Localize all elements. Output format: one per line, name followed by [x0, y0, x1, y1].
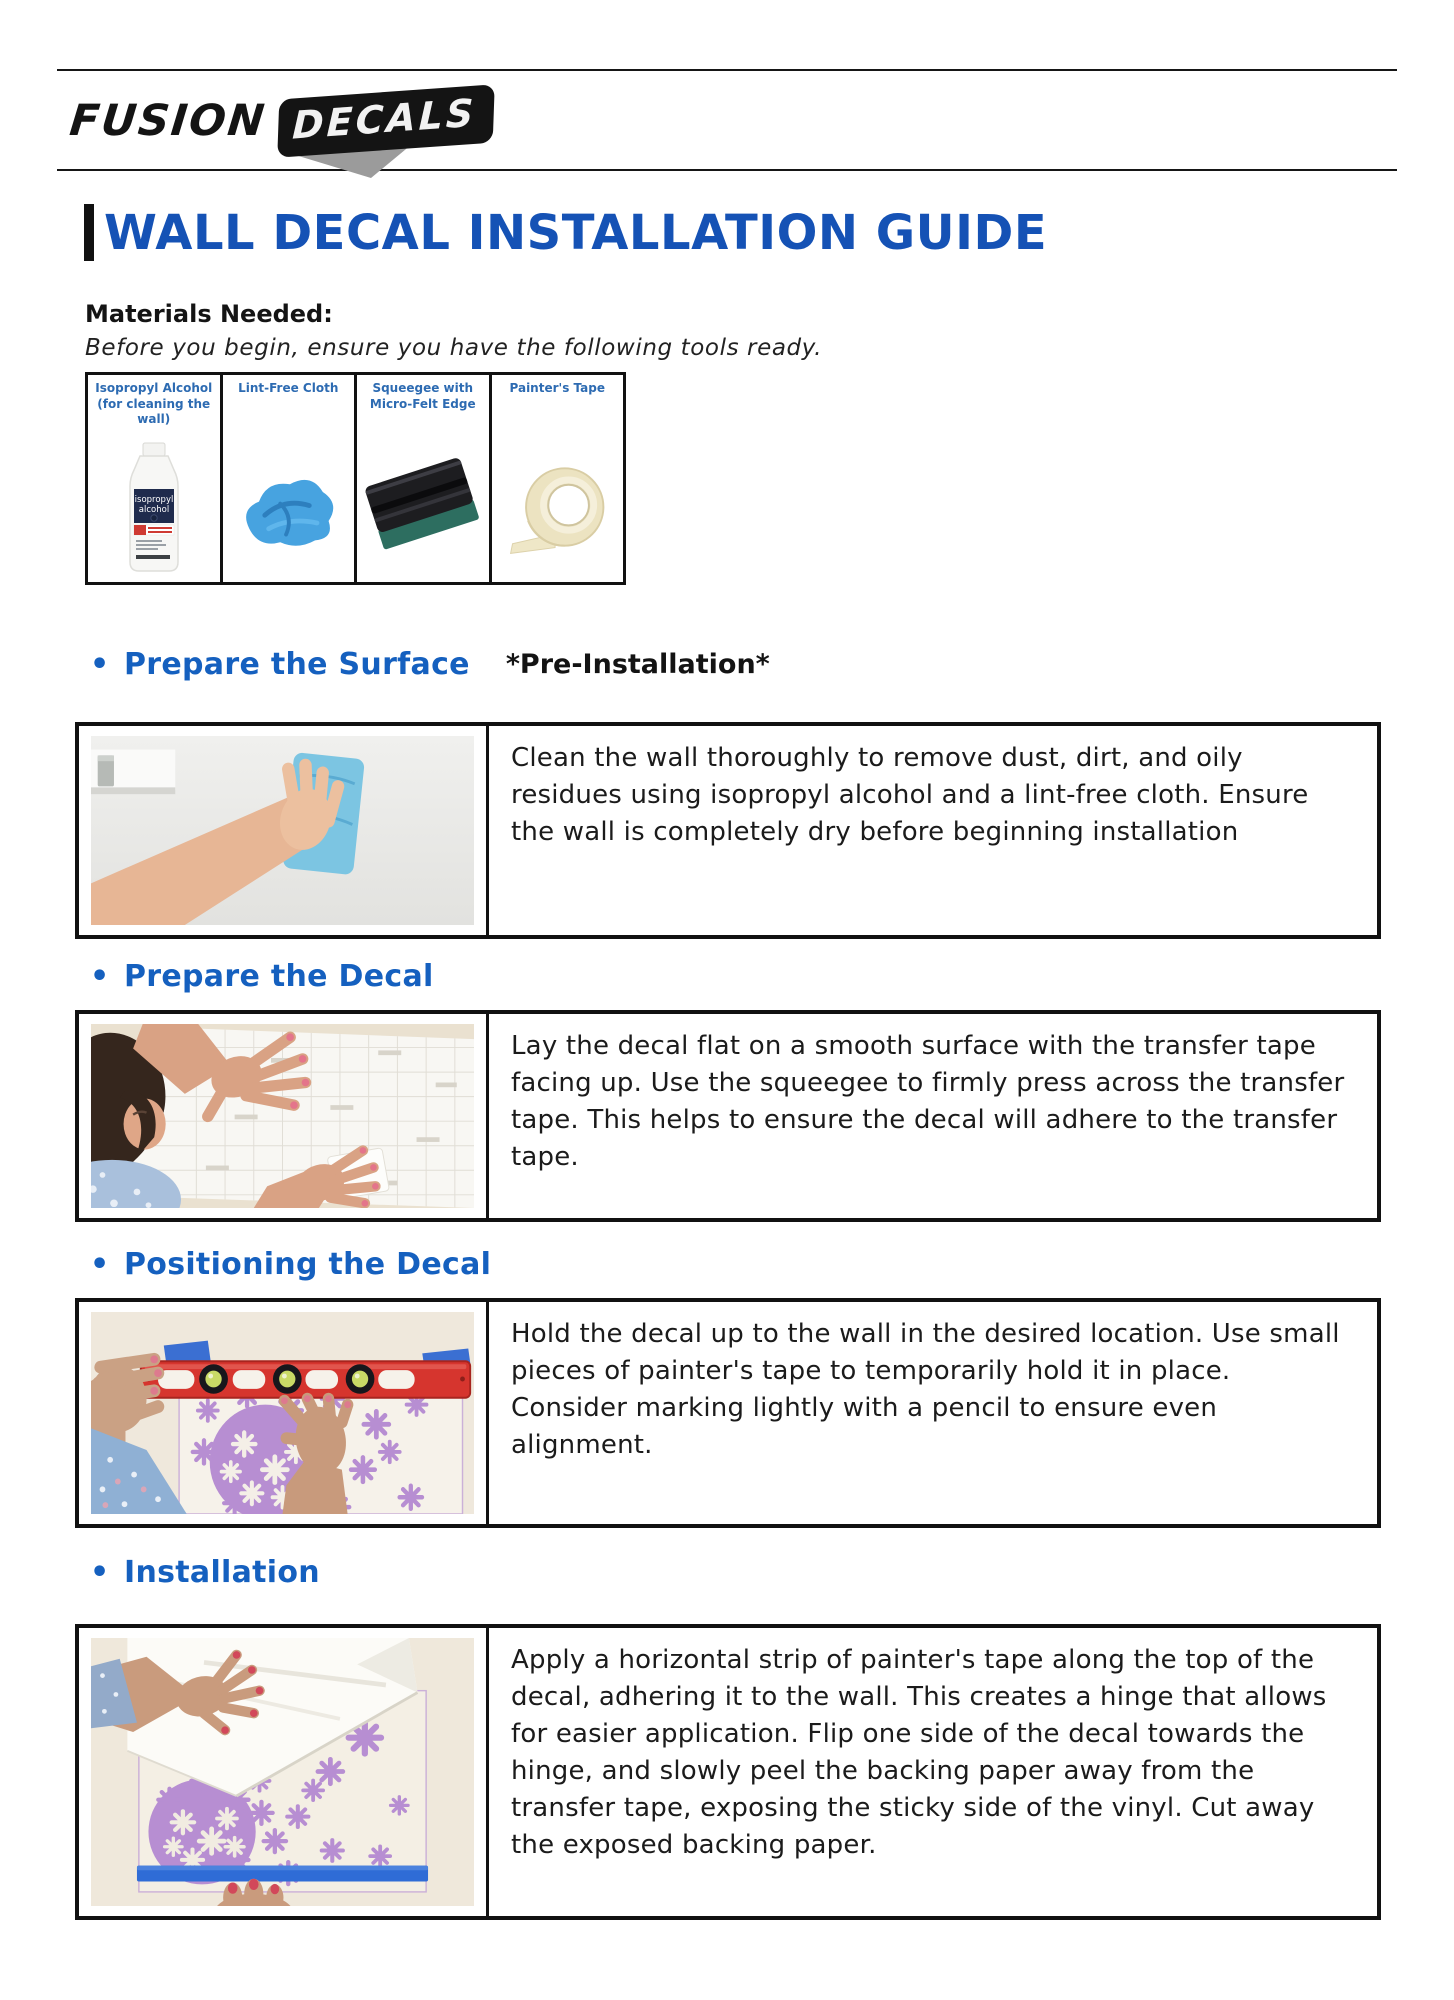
- leveling-decal-photo: [79, 1302, 489, 1524]
- fusion-decals-logo: [67, 84, 494, 158]
- material-label: Squeegee with Micro-Felt Edge: [369, 381, 476, 411]
- step-box-installation: [75, 1624, 1381, 1920]
- step-text: Lay the decal flat on a smooth surface with the transfer tape facing up. Use the squeegee to firmly press across the transfer tape. This helps to ensure the decal will adhere to the transfer tape.: [511, 1031, 1345, 1172]
- bullet-icon: •: [90, 1247, 110, 1282]
- logo-word-fusion: FUSION: [67, 96, 269, 146]
- page-title-row: [84, 204, 1047, 261]
- materials-table: [85, 372, 626, 585]
- svg-text:isopropyl: isopropyl: [134, 494, 174, 505]
- step-box-prepare-surface: [75, 722, 1381, 939]
- pre-installation-note: *Pre-Installation*: [505, 649, 770, 680]
- bullet-icon: •: [90, 647, 110, 682]
- logo-bottom-divider: [57, 169, 1397, 171]
- materials-intro: Before you begin, ensure you have the following tools ready.: [85, 335, 823, 361]
- material-cell-alcohol: [88, 375, 223, 582]
- step-box-positioning-decal: [75, 1298, 1381, 1528]
- material-cell-squeegee: [357, 375, 492, 582]
- materials-heading: Materials Needed:: [85, 300, 333, 328]
- squeegee-icon: [357, 437, 489, 582]
- title-accent-bar: [84, 204, 94, 261]
- page-title: WALL DECAL INSTALLATION GUIDE: [104, 204, 1048, 261]
- material-cell-tape: [492, 375, 624, 582]
- alcohol-bottle-icon: [88, 437, 220, 582]
- tape-roll-icon: [492, 437, 624, 582]
- logo-word-decals: DECALS: [291, 90, 477, 148]
- peeling-backing-photo: [79, 1628, 489, 1916]
- step-text: Clean the wall thoroughly to remove dust, dirt, and oily residues using isopropyl alcohol and a lint-free cloth. Ensure the wall is completely dry before beginning installation: [511, 743, 1309, 847]
- step-text: Hold the decal up to the wall in the desired location. Use small pieces of painter's tape to temporarily hold it in place. Consider marking lightly with a pencil to ensure even alignment.: [511, 1319, 1340, 1460]
- section-title: Prepare the Surface: [124, 647, 470, 682]
- section-title: Installation: [124, 1555, 320, 1590]
- bullet-icon: •: [90, 959, 110, 994]
- step-box-prepare-decal: [75, 1010, 1381, 1222]
- svg-text:alcohol: alcohol: [138, 504, 169, 515]
- top-divider: [57, 69, 1397, 71]
- logo-badge: [277, 84, 495, 157]
- section-heading-prepare-decal: [90, 959, 434, 994]
- step-text: Apply a horizontal strip of painter's tape along the top of the decal, adhering it to the wall. This creates a hinge that allows for easier application. Flip one side of the decal towards the hinge, and slowly peel the backing paper away from the transfer tape, exposing the sticky side of the vinyl. Cut away the exposed backing paper.: [511, 1645, 1327, 1860]
- section-title: Positioning the Decal: [124, 1247, 492, 1282]
- wiping-wall-photo: [79, 726, 489, 935]
- section-heading-prepare-surface: [90, 647, 770, 682]
- section-heading-installation: [90, 1555, 320, 1590]
- material-label: Isopropyl Alcohol (for cleaning the wall): [95, 381, 213, 427]
- bullet-icon: •: [90, 1555, 110, 1590]
- material-cell-cloth: [223, 375, 358, 582]
- material-label: Lint-Free Cloth: [238, 381, 339, 395]
- blue-cloth-icon: [223, 437, 355, 582]
- section-heading-positioning-decal: [90, 1247, 491, 1282]
- pressing-decal-photo: [79, 1014, 489, 1218]
- material-label: Painter's Tape: [509, 381, 605, 395]
- section-title: Prepare the Decal: [124, 959, 434, 994]
